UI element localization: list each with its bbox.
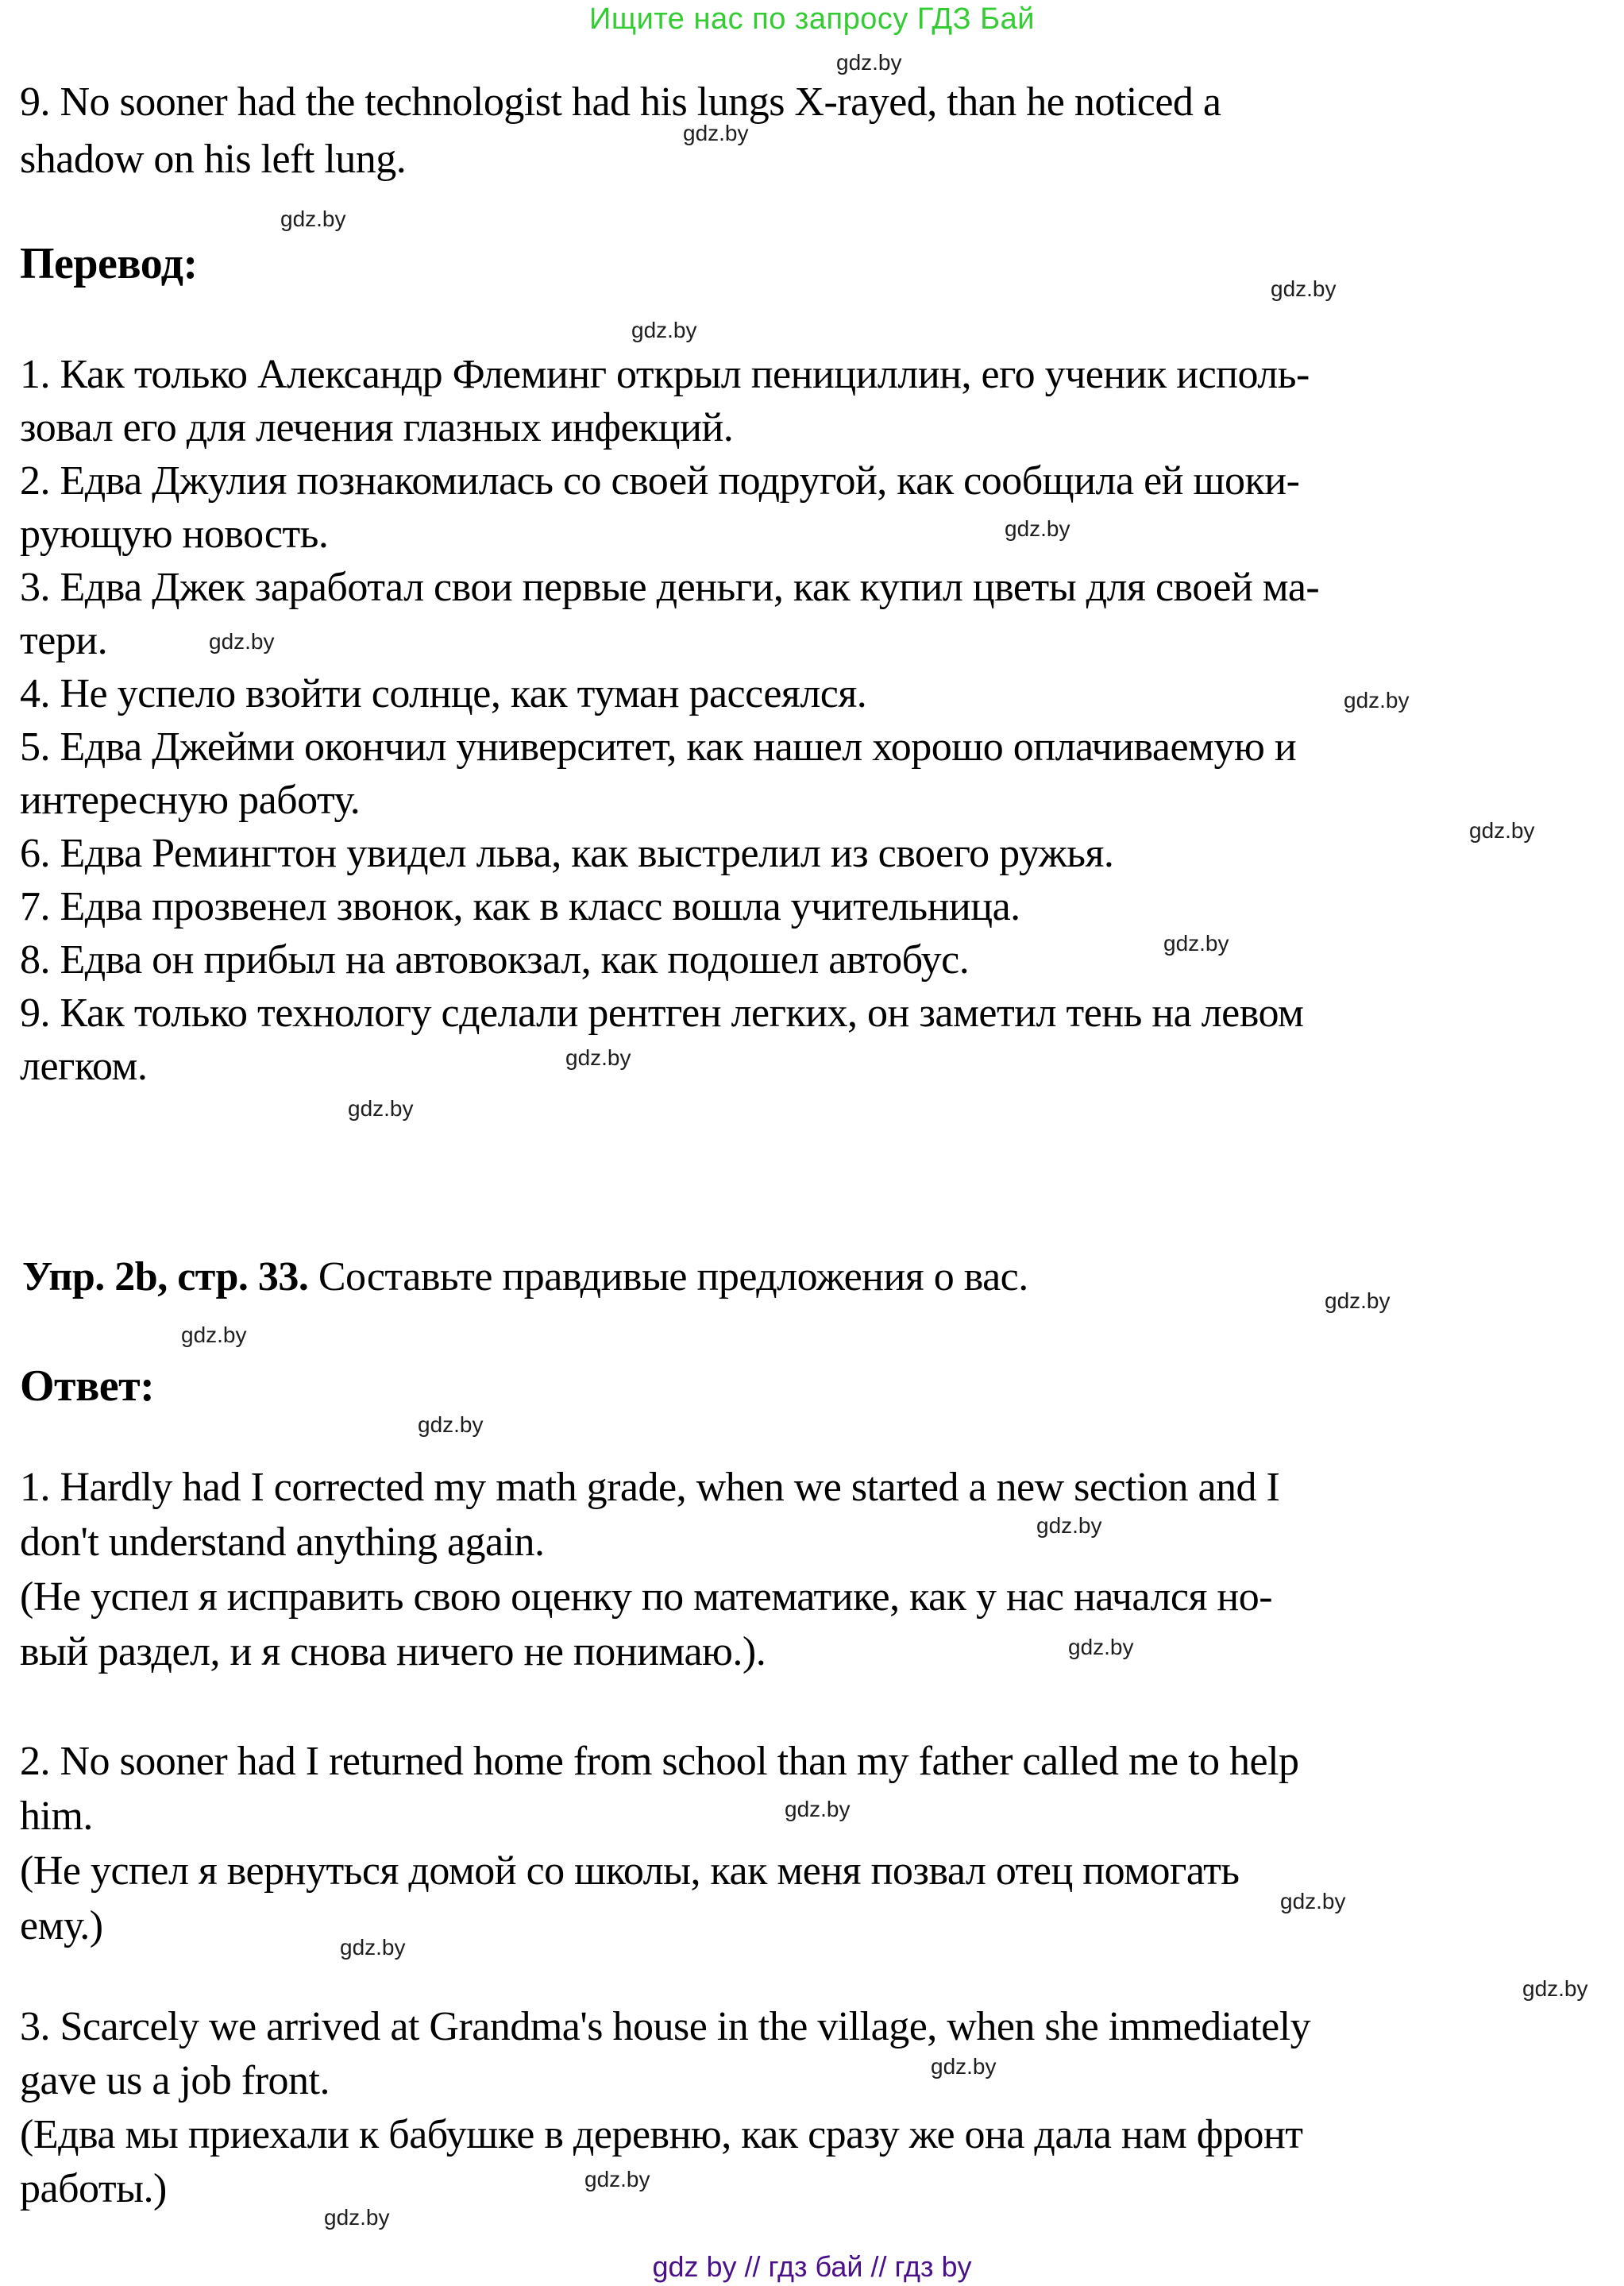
translation-heading: Перевод: (20, 239, 198, 288)
gdz-watermark: gdz.by (1271, 276, 1337, 301)
answer-line: вый раздел, и я снова ничего не понимаю.). (20, 1629, 766, 1674)
exercise-label: Упр. 2b, стр. 33. (22, 1254, 309, 1299)
promo-banner: Ищите нас по запросу ГДЗ Бай (589, 2, 1035, 36)
answer-line: (Не успел я вернуться домой со школы, как меня позвал отец помогать (20, 1848, 1240, 1894)
answer-block-2 (20, 1734, 1299, 1953)
translation-line: 8. Едва он прибыл на автовокзал, как подошел автобус. (20, 937, 970, 983)
answer-line: don't understand anything again. (20, 1519, 545, 1565)
translation-line: 7. Едва прозвенел звонок, как в класс вошла учительница. (20, 884, 1020, 929)
task-sentence-line: shadow on his left lung. (20, 137, 407, 182)
gdz-watermark: gdz.by (1280, 1889, 1346, 1913)
exercise-instruction: Составьте правдивые предложения о вас. (308, 1254, 1028, 1299)
answer-line: (Едва мы приехали к бабушке в деревню, как сразу же она дала нам фронт (20, 2112, 1303, 2157)
translation-line: 6. Едва Ремингтон увидел льва, как выстрелил из своего ружья. (20, 831, 1114, 876)
answer-line: him. (20, 1794, 93, 1839)
task-sentence-9 (20, 74, 1221, 188)
gdz-watermark: gdz.by (1325, 1288, 1391, 1313)
gdz-watermark: gdz.by (1005, 516, 1070, 541)
gdz-watermark: gdz.by (209, 629, 275, 654)
answer-block-1 (20, 1460, 1279, 1679)
translation-line: рующую новость. (20, 512, 329, 557)
gdz-watermark: gdz.by (340, 1935, 406, 1960)
answer-line: работы.) (20, 2166, 167, 2211)
answer-line: ему.) (20, 1903, 103, 1948)
gdz-watermark: gdz.by (931, 2054, 997, 2079)
answer-line: (Не успел я исправить свою оценку по математике, как у нас начался но- (20, 1574, 1273, 1620)
translation-line: легком. (20, 1044, 148, 1089)
gdz-watermark: gdz.by (1036, 1513, 1102, 1538)
gdz-watermark: gdz.by (324, 2205, 390, 2230)
translation-line: интересную работу. (20, 778, 361, 823)
translation-line: 3. Едва Джек заработал свои первые деньги, как купил цветы для своей ма- (20, 565, 1320, 610)
answers-heading: Ответ: (20, 1361, 155, 1411)
translation-line: тери. (20, 618, 108, 663)
translation-line: 2. Едва Джулия познакомилась со своей подругой, как сообщила ей шоки- (20, 458, 1300, 504)
gdz-watermark: gdz.by (565, 1045, 631, 1070)
answer-line: 3. Scarcely we arrived at Grandma's house in the village, when she immediately (20, 2004, 1311, 2049)
gdz-watermark: gdz.by (1344, 688, 1410, 712)
gdz-watermark: gdz.by (631, 318, 697, 342)
gdz-watermark: gdz.by (1068, 1635, 1134, 1659)
gdz-watermark: gdz.by (683, 121, 749, 145)
translation-line: 4. Не успело взойти солнце, как туман рассеялся. (20, 671, 867, 716)
gdz-watermark: gdz.by (1163, 931, 1229, 956)
footer-links: gdz by // гдз бай // гдз by (652, 2250, 972, 2283)
translation-list (20, 348, 1319, 1093)
gdz-watermark: gdz.by (181, 1323, 247, 1347)
gdz-watermark: gdz.by (785, 1797, 851, 1821)
gdz-watermark: gdz.by (280, 207, 346, 231)
translation-line: зовал его для лечения глазных инфекций. (20, 405, 734, 450)
translation-line: 5. Едва Джейми окончил университет, как нашел хорошо оплачиваемую и (20, 724, 1297, 770)
answer-line: 1. Hardly had I corrected my math grade, when we started a new section and I (20, 1465, 1280, 1510)
translation-line: 9. Как только технологу сделали рентген легких, он заметил тень на левом (20, 990, 1304, 1036)
gdz-watermark: gdz.by (836, 50, 902, 75)
answer-line: gave us a job front. (20, 2058, 330, 2103)
answer-line: 2. No sooner had I returned home from school than my father called me to help (20, 1739, 1299, 1784)
gdz-watermark: gdz.by (1469, 818, 1535, 843)
task-sentence-line: 9. No sooner had the technologist had his lungs X-rayed, than he noticed a (20, 79, 1221, 125)
gdz-watermark: gdz.by (348, 1096, 414, 1121)
exercise-title (22, 1253, 1028, 1300)
translation-line: 1. Как только Александр Флеминг открыл пенициллин, его ученик исполь- (20, 352, 1310, 397)
gdz-watermark: gdz.by (584, 2167, 650, 2191)
answer-block-3 (20, 2000, 1310, 2216)
gdz-watermark: gdz.by (418, 1412, 484, 1437)
gdz-watermark: gdz.by (1522, 1976, 1588, 2001)
